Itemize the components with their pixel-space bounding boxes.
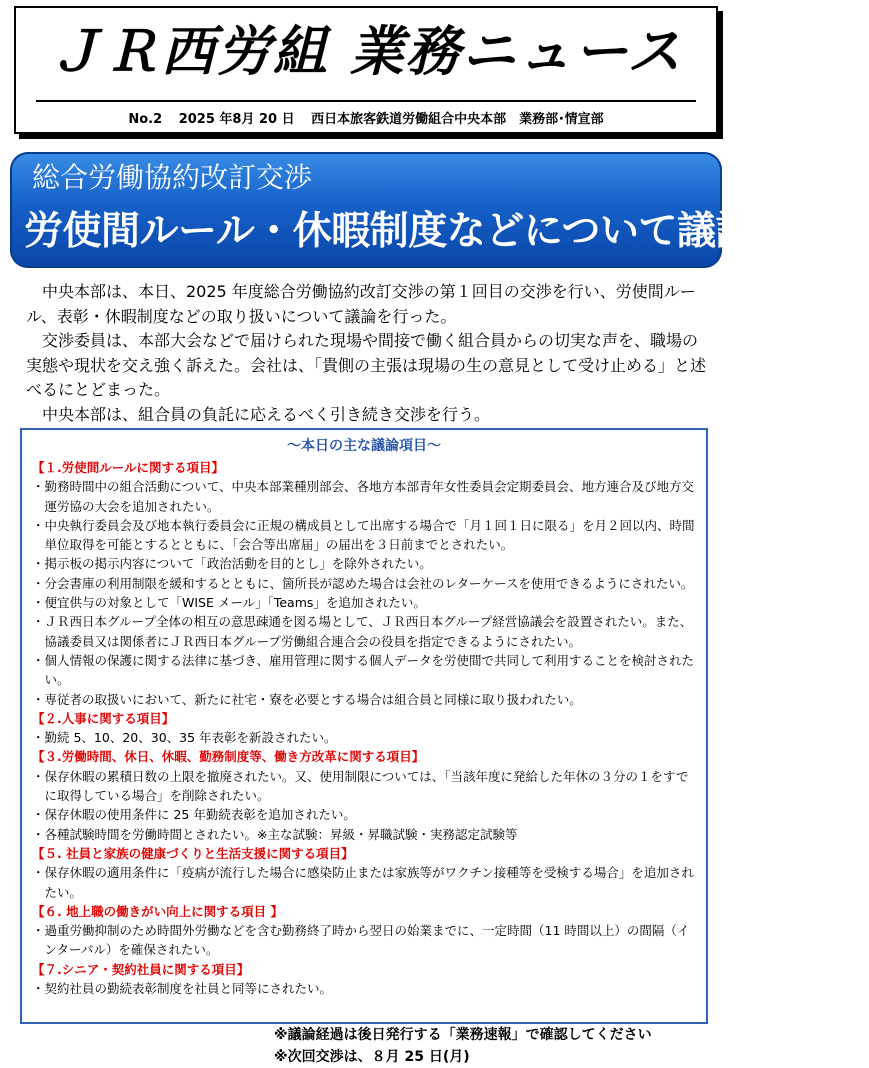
lead-paragraph: 交渉委員は、本部大会などで届けられた現場や間接で働く組合員からの切実な声を、職場の実態や現状を交え強く訴えた。会社は、「貴側の主張は現場の生の意見として受け止める」と述べるにとどまった。	[26, 331, 707, 399]
agenda-item: ・保存休暇の使用条件に 25 年勤続表彰を追加されたい。	[32, 807, 356, 823]
lead-paragraph: 中央本部は、本日、2025 年度総合労働協約改訂交渉の第１回目の交渉を行い、労使間ルール、表彰・休暇制度などの取り扱いについて議論を行った。	[26, 282, 696, 326]
newsletter-title: ＪＲ西労組 業務ニュース	[48, 20, 684, 83]
footnote: ※議論経過は後日発行する「業務速報」で確認してください	[274, 1027, 652, 1043]
banner-subtitle: 総合労働協約改訂交渉	[32, 161, 313, 194]
section-heading: 【６. 地上職の働きがい向上に関する項目 】	[32, 903, 283, 919]
agenda-item: ・ＪＲ西日本グループ全体の相互の意思疎通を図る場として、ＪＲ西日本グループ経営協議会を設置されたい。また、協議委員又は関係者にＪＲ西日本グループ労働組合連合会の役員を指定できるようにされたい。	[32, 614, 693, 649]
issue-info	[16, 108, 716, 127]
footnote: ※次回交渉は、８月 25 日(月)	[274, 1049, 470, 1065]
agenda-box	[20, 428, 708, 1024]
agenda-item: ・勤務時間中の組合活動について、中央本部業種別部会、各地方本部青年女性委員会定期委員会、地方連合及び地方交運労協の大会を追加されたい。	[32, 479, 695, 514]
section-heading: 【５. 社員と家族の健康づくりと生活支援に関する項目】	[32, 845, 354, 861]
agenda-item: ・各種試験時間を労働時間とされたい。※主な試験：昇級・昇職試験・実務認定試験等	[32, 826, 518, 842]
lead-article	[26, 280, 706, 427]
agenda-title: ～本日の主な議論項目～	[287, 438, 441, 454]
agenda-item: ・保存休暇の累積日数の上限を撤廃されたい。又、使用制限については、「当該年度に発給した年休の３分の１をすでに取得している場合」を削除されたい。	[32, 768, 689, 804]
lead-paragraph: 中央本部は、組合員の負託に応えるべく引き続き交渉を行う。	[42, 404, 491, 424]
agenda-item: ・掲示板の掲示内容について「政治活動を目的とし」を除外されたい。	[32, 556, 432, 572]
agenda-item: ・中央執行委員会及び地本執行委員会に正規の構成員として出席する場合で「月１回１日に限る」を月２回以内、時間単位取得を可能とするとともに、「会合等出席届」の届出を３日前までとされたい。	[32, 517, 695, 553]
agenda-item: ・過重労働抑制のため時間外労働などを含む勤務終了時から翌日の始業までに、一定時間（11 時間以上）の間隔（インターバル）を確保されたい。	[32, 923, 690, 958]
section-heading: 【２.人事に関する項目】	[32, 710, 175, 726]
headline-banner	[10, 152, 869, 268]
issue-date: 2025 年8月 20 日	[178, 112, 295, 127]
section-heading: 【１.労使間ルールに関する項目】	[32, 460, 224, 475]
masthead-divider	[36, 100, 696, 102]
agenda-item: ・専従者の取扱いにおいて、新たに社宅・寮を必要とする場合は組合員と同様に取り扱われたい。	[32, 691, 582, 707]
agenda-item: ・保存休暇の適用条件に「疫病が流行した場合に感染防止または家族等がワクチン接種等を受検する場合」を追加されたい。	[32, 865, 694, 900]
agenda-item: ・個人情報の保護に関する法律に基づき、雇用管理に関する個人データを労使間で共同して利用することを検討されたい。	[32, 652, 695, 688]
agenda-item: ・勤続 5、10、20、30、35 年表彰を新設されたい。	[32, 730, 337, 746]
section-heading: 【３.労働時間、休日、休暇、勤務制度等、働き方改革に関する項目】	[32, 749, 425, 765]
masthead	[14, 6, 718, 134]
agenda-item: ・便宜供与の対象として「WISE メール」「Teams」を追加されたい。	[32, 595, 426, 611]
agenda-item: ・分会書庫の利用制限を緩和するとともに、箇所長が認めた場合は会社のレターケースを使用できるようにされたい。	[32, 575, 694, 591]
section-heading: 【７.シニア・契約社員に関する項目】	[32, 961, 250, 977]
banner-headline: 労使間ルール・休暇制度などについて議論する！	[24, 209, 869, 254]
footnotes	[274, 1024, 734, 1068]
publisher: 西日本旅客鉄道労働組合中央本部 業務部･情宣部	[311, 112, 604, 127]
agenda-item: ・契約社員の勤続表彰制度を社員と同等にされたい。	[32, 981, 333, 997]
issue-number: No.2	[128, 112, 163, 127]
